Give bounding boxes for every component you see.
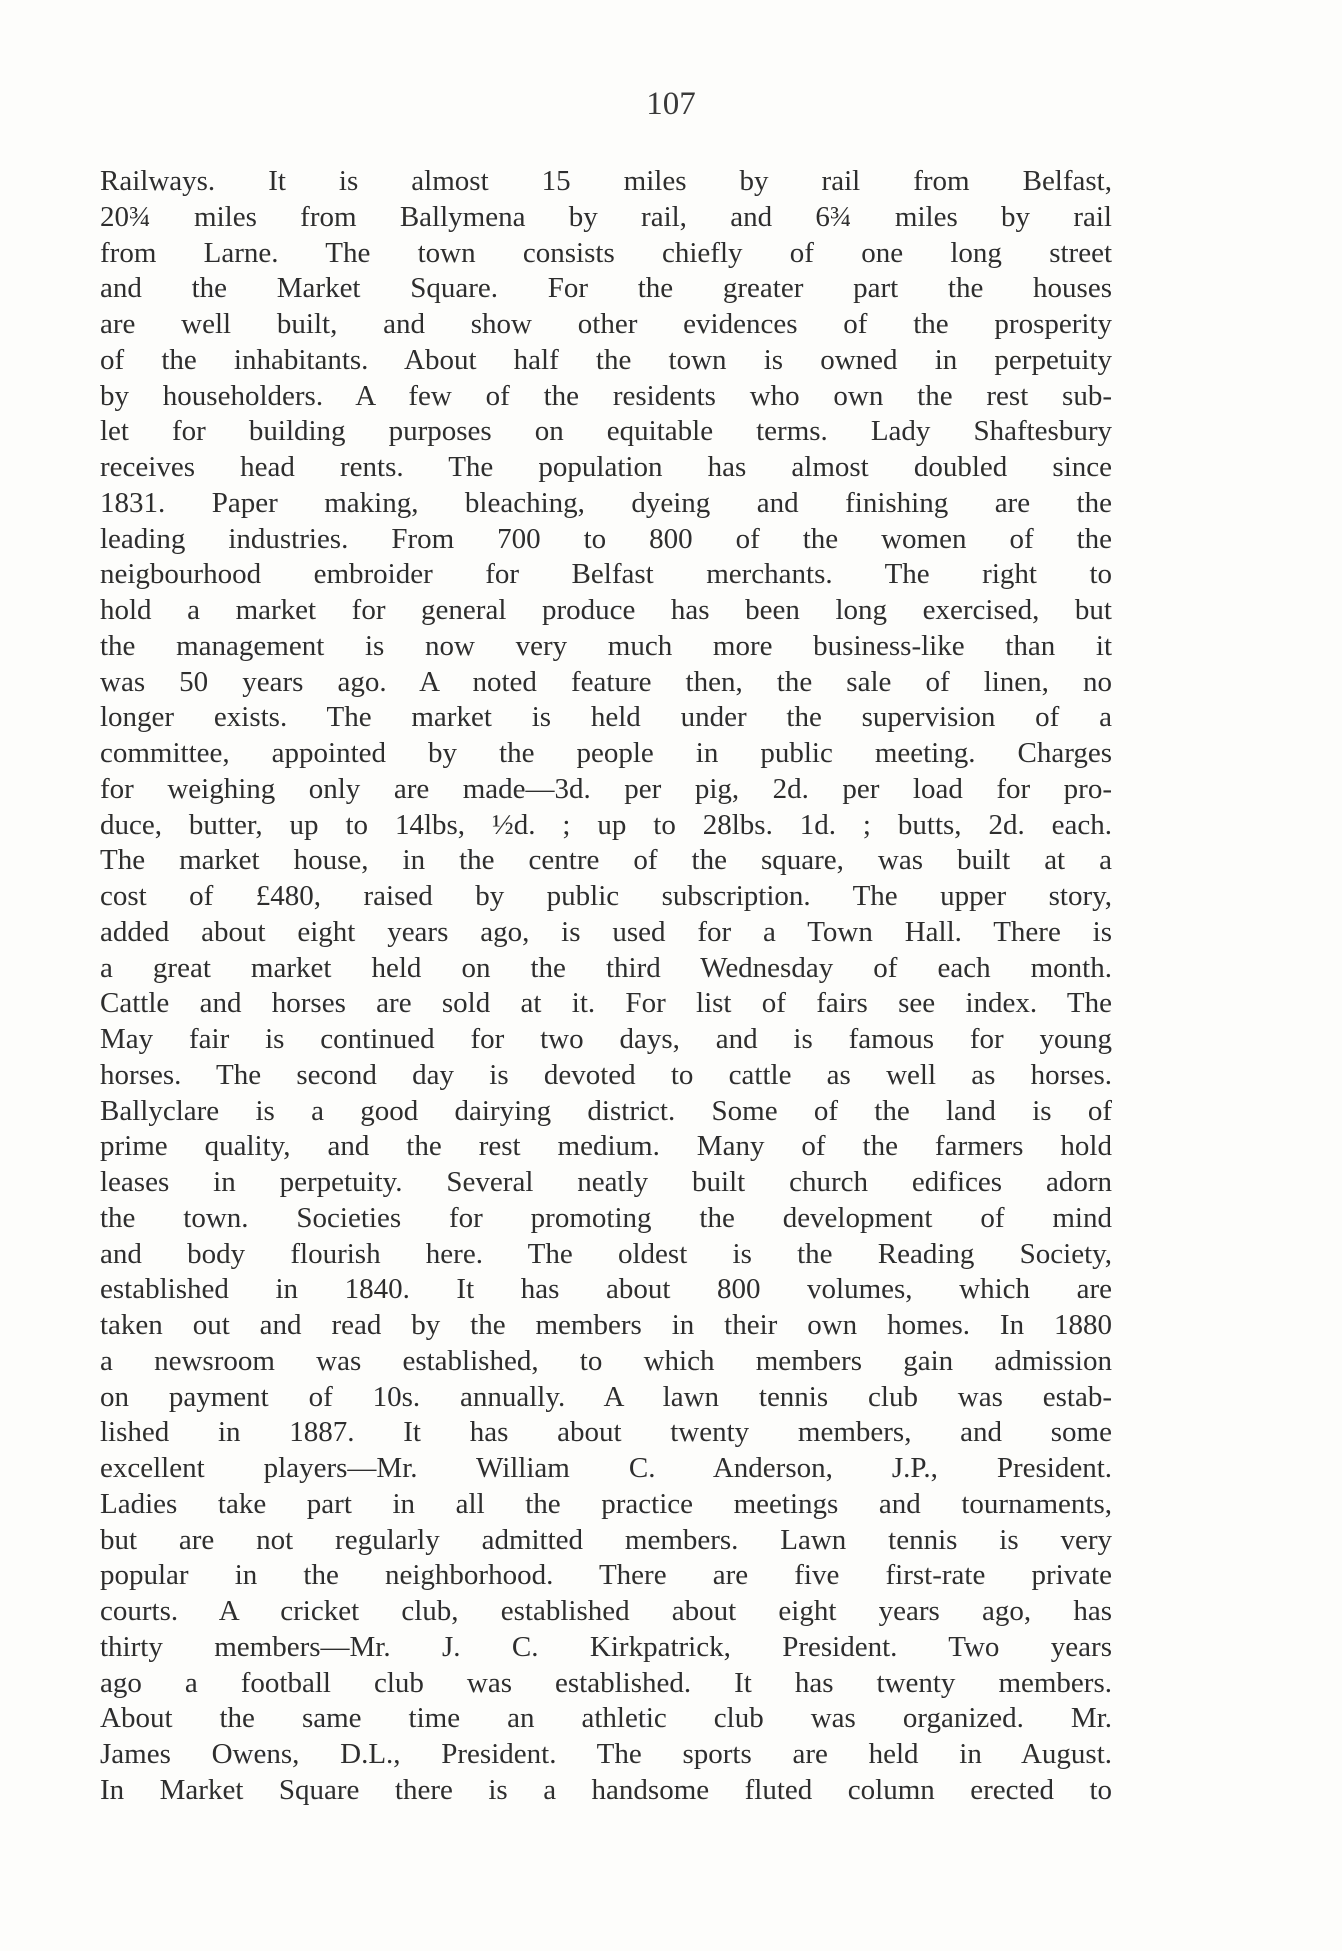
text-line: Cattle and horses are sold at it. For list of fairs see index. The: [100, 987, 1112, 1020]
text-line: James Owens, D.L., President. The sports are held in August.: [100, 1738, 1112, 1770]
text-line: and body flourish here. The oldest is the Reading Society,: [100, 1237, 1112, 1270]
text-line: committee, appointed by the people in public meeting. Charges: [100, 737, 1112, 769]
text-line: by householders. A few of the residents who own the rest sub-: [100, 379, 1112, 412]
text-line: hold a market for general produce has been long exercised, but: [100, 594, 1112, 626]
text-line: The market house, in the centre of the square, was built at a: [100, 844, 1112, 877]
text-line: longer exists. The market is held under the supervision of a: [100, 701, 1112, 734]
text-line: added about eight years ago, is used for a Town Hall. There is: [100, 915, 1112, 948]
text-line: May fair is continued for two days, and is famous for young: [100, 1023, 1112, 1055]
text-line: on payment of 10s. annually. A lawn tennis club was estab-: [100, 1380, 1112, 1413]
text-line: was 50 years ago. A noted feature then, the sale of linen, no: [100, 665, 1112, 698]
text-line: thirty members—Mr. J. C. Kirkpatrick, President. Two years: [100, 1630, 1112, 1663]
text-line: 1831. Paper making, bleaching, dyeing and finishing are the: [100, 486, 1112, 519]
text-line: Ballyclare is a good dairying district. Some of the land is of: [100, 1094, 1112, 1127]
text-line: let for building purposes on equitable terms. Lady Shaftesbury: [100, 415, 1112, 448]
text-line: 20¾ miles from Ballymena by rail, and 6¾ miles by rail: [100, 200, 1112, 233]
text-line: About the same time an athletic club was organized. Mr.: [100, 1702, 1112, 1735]
text-line: a great market held on the third Wednesday of each month.: [100, 951, 1112, 984]
text-line: the town. Societies for promoting the development of mind: [100, 1201, 1112, 1234]
text-line: cost of £480, raised by public subscription. The upper story,: [100, 880, 1112, 912]
text-line: prime quality, and the rest medium. Many of the farmers hold: [100, 1130, 1112, 1163]
text-line: for weighing only are made—3d. per pig, 2d. per load for pro-: [100, 772, 1112, 805]
text-line: Railways. It is almost 15 miles by rail from Belfast,: [100, 165, 1112, 197]
text-line: leases in perpetuity. Several neatly built church edifices adorn: [100, 1166, 1112, 1198]
text-line: leading industries. From 700 to 800 of the women of the: [100, 522, 1112, 555]
text-line: taken out and read by the members in their own homes. In 1880: [100, 1309, 1112, 1341]
text-line: the management is now very much more business-like than it: [100, 629, 1112, 662]
text-line: In Market Square there is a handsome fluted column erected to: [100, 1773, 1112, 1806]
text-line: ago a football club was established. It has twenty members.: [100, 1666, 1112, 1699]
body-text: [100, 164, 1112, 1809]
text-line: duce, butter, up to 14lbs, ½d. ; up to 28lbs. 1d. ; butts, 2d. each.: [100, 808, 1112, 841]
text-line: horses. The second day is devoted to cattle as well as horses.: [100, 1058, 1112, 1091]
text-line: Ladies take part in all the practice meetings and tournaments,: [100, 1487, 1112, 1520]
page-number: 107: [646, 86, 696, 122]
text-line: from Larne. The town consists chiefly of one long street: [100, 236, 1112, 269]
text-line: receives head rents. The population has almost doubled since: [100, 451, 1112, 483]
text-line: excellent players—Mr. William C. Anderson, J.P., President.: [100, 1452, 1112, 1484]
text-line: established in 1840. It has about 800 volumes, which are: [100, 1273, 1112, 1306]
text-line: and the Market Square. For the greater part the houses: [100, 272, 1112, 305]
text-line: of the inhabitants. About half the town is owned in perpetuity: [100, 343, 1112, 376]
text-line: but are not regularly admitted members. Lawn tennis is very: [100, 1523, 1112, 1556]
text-line: are well built, and show other evidences of the prosperity: [100, 308, 1112, 340]
text-line: neigbourhood embroider for Belfast merchants. The right to: [100, 558, 1112, 591]
text-line: courts. A cricket club, established about eight years ago, has: [100, 1595, 1112, 1627]
text-line: lished in 1887. It has about twenty members, and some: [100, 1416, 1112, 1449]
text-line: a newsroom was established, to which members gain admission: [100, 1344, 1112, 1377]
text-line: popular in the neighborhood. There are five first-rate private: [100, 1559, 1112, 1592]
